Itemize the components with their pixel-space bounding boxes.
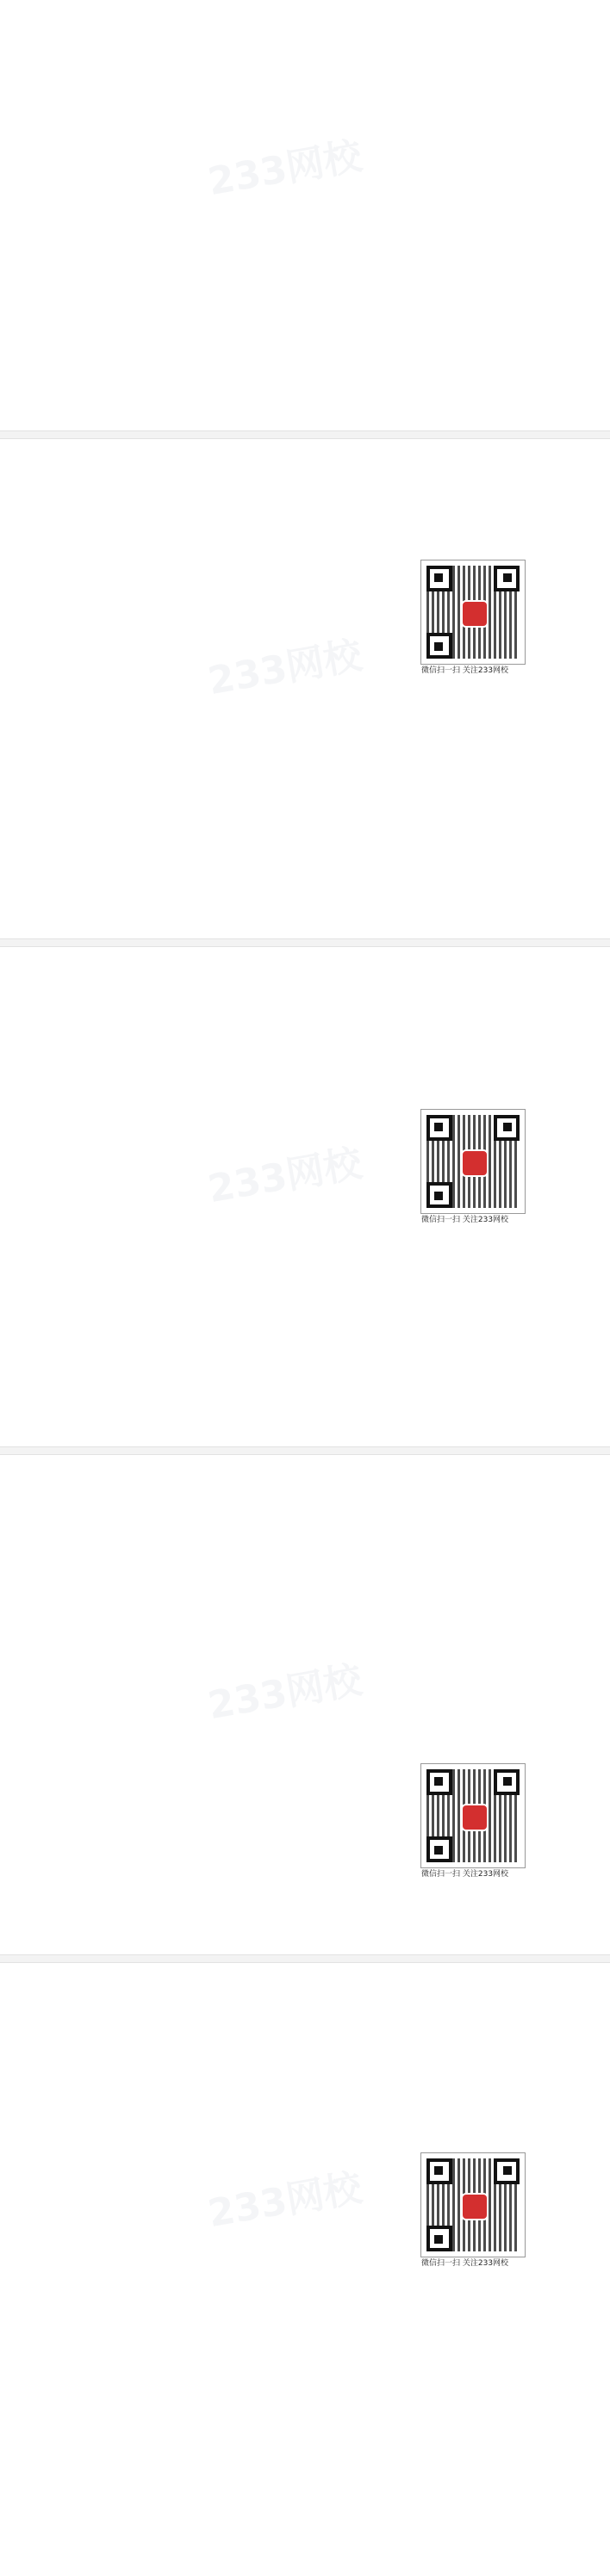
app-badge-icon: [461, 2193, 489, 2220]
question-block: [7, 444, 603, 926]
qr-caption: 微信扫一扫 关注233网校: [421, 1870, 509, 1879]
watermark-text: 233网校: [204, 1141, 365, 1212]
section-divider: [0, 1446, 610, 1455]
qr-code: [420, 1109, 526, 1224]
qr-code: [420, 2152, 526, 2268]
qr-dot: [503, 573, 512, 582]
header: [7, 5, 603, 59]
question-block: [7, 62, 603, 424]
qr-dot: [434, 642, 443, 651]
qr-dot: [434, 1846, 443, 1855]
watermark-text: 233网校: [204, 133, 365, 205]
qr-code: [420, 560, 526, 675]
qr-dot: [434, 1123, 443, 1131]
section-divider: [0, 938, 610, 947]
watermark-text: 233网校: [204, 1657, 365, 1729]
app-badge-icon: [461, 600, 489, 628]
app-badge-icon: [461, 1149, 489, 1177]
qr-dot: [503, 1777, 512, 1786]
qr-dot: [434, 2166, 443, 2175]
watermark-text: 233网校: [204, 2165, 365, 2237]
section-divider: [0, 430, 610, 439]
qr-dot: [434, 2235, 443, 2244]
qr-dot: [434, 1192, 443, 1200]
section-divider: [0, 1954, 610, 1963]
qr-dot: [503, 2166, 512, 2175]
qr-code: [420, 1763, 526, 1879]
qr-dot: [434, 573, 443, 582]
qr-caption: 微信扫一扫 关注233网校: [421, 2259, 509, 2268]
app-badge-icon: [461, 1804, 489, 1831]
qr-dot: [503, 1123, 512, 1131]
qr-dot: [434, 1777, 443, 1786]
qr-caption: 微信扫一扫 关注233网校: [421, 1216, 509, 1224]
qr-caption: 微信扫一扫 关注233网校: [421, 666, 509, 675]
watermark-text: 233网校: [204, 633, 365, 704]
